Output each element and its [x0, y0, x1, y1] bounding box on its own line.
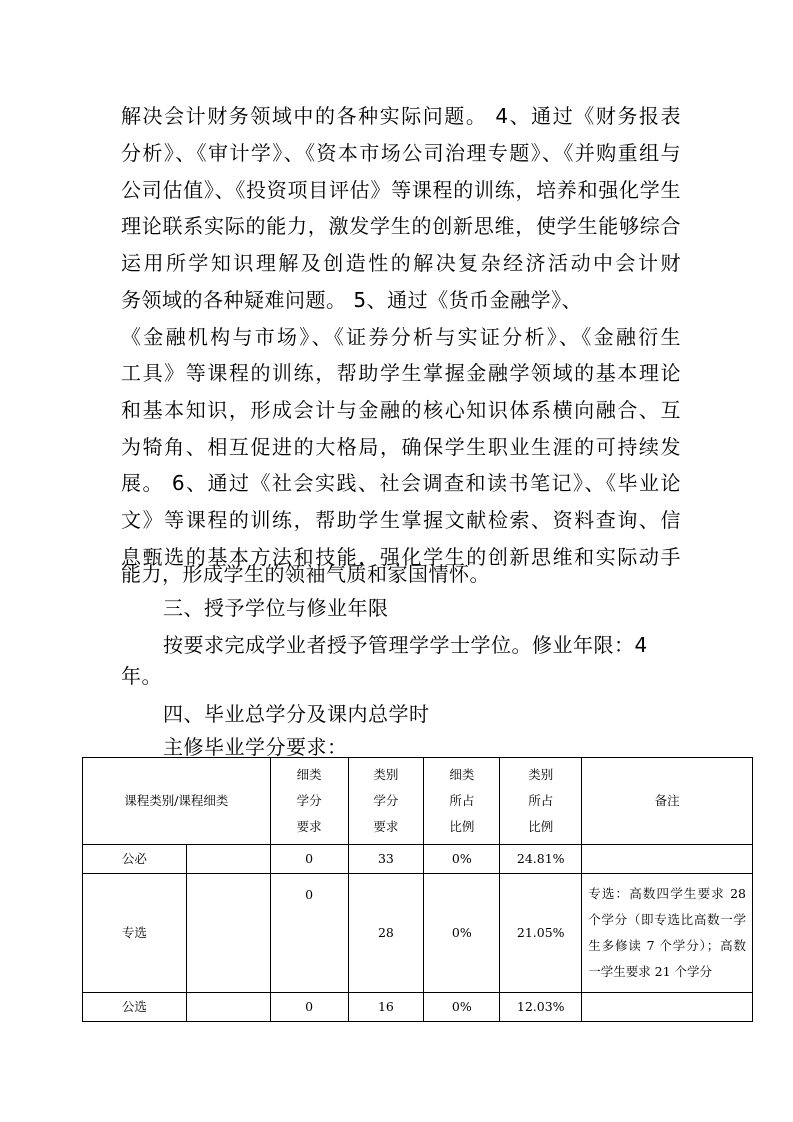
cell-subcategory: [186, 874, 270, 993]
paragraph-line: 解决会计财务领域中的各种实际问题。 4、通过《财务报表: [121, 104, 681, 128]
header-category: 课程类别/课程细类: [83, 758, 271, 845]
header-text: 所占: [528, 793, 554, 808]
table-row: [83, 993, 753, 1022]
paragraph-line: 公司估值》、《投资项目评估》等课程的训练，培养和强化学生: [121, 178, 681, 202]
paragraph-line: 运用所学知识理解及创造性的解决复杂经济活动中会计财: [121, 251, 681, 275]
cell-cat-credit: 33: [348, 845, 424, 874]
cell-note: [582, 993, 753, 1022]
credit-requirements-table: [82, 757, 753, 1022]
table-row: [83, 874, 753, 993]
cell-sub-credit: 0: [270, 874, 348, 993]
paragraph-line: 分析》、《审计学》、《资本市场公司治理专题》、《并购重组与: [121, 141, 681, 165]
header-text: 学分: [296, 793, 322, 808]
cell-sub-credit: 0: [270, 845, 348, 874]
credits-subheading: 主修毕业学分要求：: [163, 735, 348, 759]
header-text: 所占: [449, 793, 475, 808]
cell-sub-ratio: 0%: [424, 993, 500, 1022]
table-row: [83, 845, 753, 874]
header-text: 要求: [296, 819, 322, 834]
header-category-credits: [348, 758, 424, 845]
paragraph-line: 理论联系实际的能力，激发学生的创新思维，使学生能够综合: [121, 214, 681, 238]
degree-text-continued: 年。: [121, 664, 162, 688]
header-text: 学分: [373, 793, 399, 808]
header-text: 类别: [528, 767, 554, 782]
cell-cat-ratio: 12.03%: [500, 993, 582, 1022]
paragraph-line: 和基本知识，形成会计与金融的核心知识体系横向融合、互: [121, 398, 681, 422]
cell-cat-ratio: 21.05%: [500, 874, 582, 993]
header-text: 细类: [449, 767, 475, 782]
header-note: 备注: [582, 758, 753, 845]
paragraph-line: 息甄选的基本方法和技能，强化学生的创新思维和实际动手: [121, 545, 681, 569]
header-text: 比例: [449, 819, 475, 834]
cell-note: [582, 874, 753, 993]
note-text: 专选：高数四学生要求 28 个学分（即专选比高数一学生多修读 7 个学分）；高数一学生要求 21 个学分: [588, 886, 746, 979]
cell-note: [582, 845, 753, 874]
cell-category: 公选: [83, 993, 187, 1022]
header-text: 要求: [373, 819, 399, 834]
cell-subcategory: [186, 845, 270, 874]
paragraph-line: 展。 6、通过《社会实践、社会调查和读书笔记》、《毕业论: [121, 471, 681, 495]
paragraph-line: 能力，形成学生的领袖气质和家国情怀。: [121, 562, 490, 586]
paragraph-line: 工具》等课程的训练，帮助学生掌握金融学领域的基本理论: [121, 361, 681, 385]
paragraph-line: 为犄角、相互促进的大格局，确保学生职业生涯的可持续发: [121, 435, 681, 459]
cell-sub-credit: 0: [270, 993, 348, 1022]
paragraph-line: 《金融机构与市场》、《证券分析与实证分析》、《金融衍生: [121, 325, 681, 349]
cell-cat-credit: 28: [348, 874, 424, 993]
header-subcategory-credits: [270, 758, 348, 845]
section-heading-degree: 三、授予学位与修业年限: [163, 596, 389, 620]
cell-sub-ratio: 0%: [424, 845, 500, 874]
cell-sub-ratio: 0%: [424, 874, 500, 993]
header-text: 细类: [296, 767, 322, 782]
cell-subcategory: [186, 993, 270, 1022]
header-text: 比例: [528, 819, 554, 834]
paragraph-line: 文》等课程的训练，帮助学生掌握文献检索、资料查询、信: [121, 508, 681, 532]
degree-text: 按要求完成学业者授予管理学学士学位。修业年限：4: [163, 633, 648, 657]
header-subcategory-ratio: [424, 758, 500, 845]
cell-category: 专选: [83, 874, 187, 993]
cell-category: 公必: [83, 845, 187, 874]
cell-cat-ratio: 24.81%: [500, 845, 582, 874]
header-text: 类别: [373, 767, 399, 782]
header-category-ratio: [500, 758, 582, 845]
section-heading-credits: 四、毕业总学分及课内总学时: [163, 702, 430, 726]
paragraph-line: 务领域的各种疑难问题。 5、通过《货币金融学》、: [121, 288, 583, 312]
cell-cat-credit: 16: [348, 993, 424, 1022]
table-header-row: [83, 758, 753, 845]
